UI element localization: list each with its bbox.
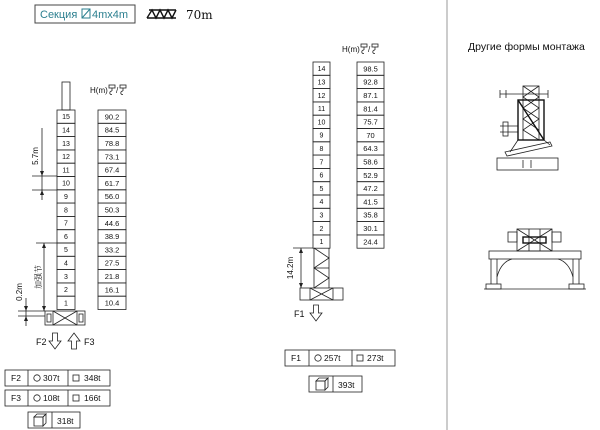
left-tower <box>57 82 126 310</box>
height-header-separator: / <box>368 45 371 54</box>
force-label: F3 <box>84 337 95 347</box>
table-row-total <box>28 412 80 428</box>
section-number: 2 <box>64 287 68 295</box>
section-number: 2 <box>319 225 324 233</box>
height-value: 33.2 <box>104 245 120 255</box>
height-value: 30.1 <box>363 223 378 233</box>
section-number: 14 <box>317 66 326 74</box>
total-load-value: 393t <box>338 380 355 390</box>
section-number: 6 <box>64 233 68 241</box>
upper-dimension-label: 5.7m <box>31 147 40 165</box>
circle-load-value: 307t <box>43 373 60 383</box>
height-value: 98.5 <box>363 64 378 74</box>
height-value: 73.1 <box>104 152 120 162</box>
height-value: 90.2 <box>104 112 120 122</box>
section-number: 5 <box>319 185 324 193</box>
square-section-icon <box>82 9 90 18</box>
circle-load-value: 108t <box>43 393 60 403</box>
portal-gantry-diagram <box>484 229 586 289</box>
table-row-total <box>309 376 362 392</box>
height-value: 52.9 <box>363 170 378 180</box>
crane-hook-icon <box>372 44 378 54</box>
circle-icon <box>34 375 40 381</box>
height-value: 67.4 <box>104 165 120 175</box>
height-value: 58.6 <box>363 157 378 167</box>
height-value: 81.4 <box>363 104 378 114</box>
upper-dimension <box>31 128 57 200</box>
height-value: 16.1 <box>104 285 120 295</box>
height-value: 27.5 <box>104 258 120 268</box>
section-label: Секция <box>40 9 78 21</box>
climbing-installation-diagram <box>497 86 558 170</box>
section-size: 4mx4m <box>92 9 129 21</box>
height-value: 44.6 <box>104 218 120 228</box>
arrow-up-icon <box>68 333 80 349</box>
section-number: 10 <box>317 119 326 127</box>
square-icon <box>73 375 79 381</box>
total-load-value: 318t <box>57 416 74 426</box>
middle-tower <box>313 62 384 288</box>
counterweight-icon <box>316 378 328 390</box>
section-number: 13 <box>317 79 326 87</box>
height-value: 61.7 <box>104 178 120 188</box>
section-number: 1 <box>319 239 324 247</box>
height-value: 47.2 <box>363 184 378 194</box>
height-value: 87.1 <box>363 90 378 100</box>
base-section-dimension <box>286 248 313 288</box>
arrow-down-icon <box>310 305 322 321</box>
jib-icon <box>147 10 176 18</box>
middle-loads-table <box>285 350 395 392</box>
section-number: 4 <box>319 199 324 207</box>
square-load-value: 348t <box>84 373 101 383</box>
table-row <box>285 350 395 366</box>
height-value: 64.3 <box>363 144 378 154</box>
load-label: F1 <box>291 353 301 363</box>
square-load-value: 166t <box>84 393 101 403</box>
left-loads-table <box>5 370 110 428</box>
base-dimension-label: 14.2m <box>286 256 295 280</box>
section-number: 11 <box>62 167 70 175</box>
section-number: 8 <box>319 145 324 153</box>
square-icon <box>357 355 363 361</box>
section-number: 12 <box>62 154 70 162</box>
crane-hook-icon <box>120 85 126 95</box>
table-row <box>5 390 110 406</box>
middle-height-header <box>342 44 378 54</box>
section-number: 7 <box>319 159 324 167</box>
section-number: 3 <box>319 212 324 220</box>
bottom-lattice-section <box>314 248 329 288</box>
height-value: 10.4 <box>104 298 120 308</box>
load-label: F3 <box>11 393 21 403</box>
load-label: F2 <box>11 373 21 383</box>
section-number: 5 <box>64 247 68 255</box>
height-value: 84.5 <box>104 125 120 135</box>
reinforced-section-label: 加强节 <box>34 265 43 289</box>
crane-hook-icon <box>109 85 115 95</box>
height-value: 70 <box>366 130 375 140</box>
height-header-label: H(m) <box>342 45 360 54</box>
table-row <box>5 370 110 386</box>
other-installations-title: Другие формы монтажа <box>468 41 585 53</box>
tower-base <box>300 288 343 300</box>
middle-force-indicator <box>294 305 322 321</box>
counterweight-icon <box>34 414 46 426</box>
circle-icon <box>34 395 40 401</box>
section-number: 6 <box>319 172 324 180</box>
height-value: 92.8 <box>363 77 378 87</box>
section-number: 11 <box>317 106 326 114</box>
section-number: 9 <box>319 132 324 140</box>
section-number: 7 <box>64 220 68 228</box>
height-value: 75.7 <box>363 117 378 127</box>
height-header-label: H(m) <box>90 86 108 95</box>
circle-load-value: 257t <box>324 353 341 363</box>
height-value: 50.3 <box>104 205 120 215</box>
square-load-value: 273t <box>367 353 384 363</box>
section-spec-box <box>35 5 135 23</box>
height-value: 35.8 <box>363 210 378 220</box>
section-number: 4 <box>64 260 68 268</box>
tower-base <box>45 311 85 325</box>
section-number: 13 <box>62 140 70 148</box>
lower-dimension <box>15 243 57 326</box>
circle-icon <box>315 355 321 361</box>
jib-length: 70m <box>186 8 213 22</box>
section-number: 10 <box>62 180 70 188</box>
height-value: 24.4 <box>363 237 378 247</box>
left-force-indicators <box>36 333 95 349</box>
height-value: 21.8 <box>104 271 120 281</box>
force-label: F1 <box>294 309 305 319</box>
section-number: 1 <box>64 300 68 308</box>
section-number: 15 <box>62 114 70 122</box>
height-header-separator: / <box>116 86 119 95</box>
section-number: 12 <box>317 92 326 100</box>
height-value: 78.8 <box>104 138 120 148</box>
gap-dimension-label: 0.2m <box>15 283 24 301</box>
left-height-header <box>90 85 126 95</box>
section-number: 9 <box>64 193 68 201</box>
arrow-down-icon <box>49 333 61 349</box>
tower-head <box>62 82 70 110</box>
square-icon <box>73 395 79 401</box>
section-number: 8 <box>64 207 68 215</box>
height-value: 41.5 <box>363 197 378 207</box>
crane-hook-icon <box>361 44 367 54</box>
height-value: 38.9 <box>104 232 120 242</box>
section-number: 3 <box>64 273 68 281</box>
force-label: F2 <box>36 337 47 347</box>
height-value: 56.0 <box>104 192 120 202</box>
section-number: 14 <box>62 127 70 135</box>
